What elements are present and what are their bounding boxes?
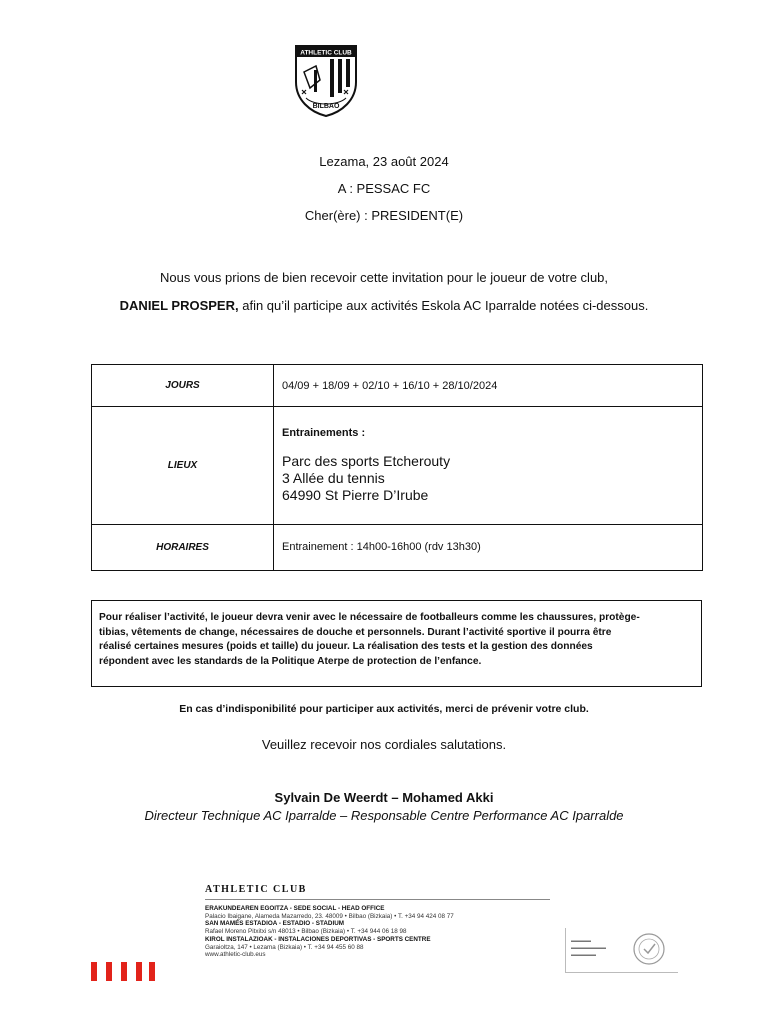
- days-value: 04/09 + 18/09 + 02/10 + 16/10 + 28/10/2024: [274, 365, 703, 407]
- footer-contact: [205, 884, 550, 959]
- notice-line-2: tibias, vêtements de change, nécessaires de douche et personnels. Durant l’activité sportive il pourra être: [99, 626, 612, 638]
- stripe: [136, 962, 142, 981]
- recipient-line: [0, 181, 768, 196]
- certification-text: ▬▬▬▬ ▬▬▬▬▬▬▬ ▬▬▬▬▬: [571, 938, 606, 958]
- signers: Sylvain De Weerdt – Mohamed Akki: [274, 790, 494, 805]
- certification-badge: [565, 928, 678, 973]
- recipient-club: PESSAC FC: [356, 181, 431, 196]
- table-row-days: [92, 365, 703, 407]
- crest-bottom-text: BILBAO: [312, 103, 340, 110]
- red-stripes-decoration: [91, 962, 155, 981]
- intro-line-2: [0, 298, 768, 313]
- footer-website: www.athletic-club.eus: [205, 951, 266, 959]
- activity-table: [91, 364, 703, 571]
- places-title: Entrainements :: [282, 426, 366, 439]
- stripe: [149, 962, 155, 981]
- place-date: Lezama, 23 août 2024: [319, 154, 449, 169]
- address-line-2: 3 Allée du tennis: [282, 469, 385, 486]
- notice-line-4: répondent avec les standards de la Politique Aterpe de protection de l’enfance.: [99, 655, 482, 667]
- salutation: Cher(ère) : PRESIDENT(E): [304, 208, 464, 223]
- recipient-label: A :: [337, 181, 357, 196]
- stripe: [121, 962, 127, 981]
- regards: Veuillez recevoir nos cordiales salutations.: [261, 737, 507, 752]
- address-line-1: Parc des sports Etcherouty: [282, 452, 451, 469]
- footer-line-2: Palacio Ibaigane, Alameda Mazarredo, 23. 48009 • Bilbao (Bizkaia) • T. +34 94 424 08 77: [205, 912, 454, 920]
- notice-box: [91, 600, 702, 687]
- table-row-places: [92, 407, 703, 525]
- footer-line-5: KIROL INSTALAZIOAK - INSTALACIONES DEPORTIVAS - SPORTS CENTRE: [205, 935, 431, 943]
- footer-line-3: SAN MAMÉS ESTADIOA - ESTADIO - STADIUM: [205, 920, 344, 928]
- places-cell: [274, 407, 703, 525]
- hours-label: HORAIRES: [92, 524, 274, 570]
- footer-line-4: Rafael Moreno Pitxitxi s/n 48013 • Bilbao (Bizkaia) • T. +34 944 06 18 98: [205, 928, 407, 936]
- unavailability-note: En cas d’indisponibilité pour participer aux activités, merci de prévenir votre club.: [179, 703, 589, 715]
- notice-line-1: Pour réaliser l’activité, le joueur devra venir avec le nécessaire de footballeurs comme les chaussures, protège-: [99, 612, 640, 623]
- stripe: [106, 962, 112, 981]
- player-name: DANIEL PROSPER,: [119, 298, 239, 313]
- table-row-hours: [92, 524, 703, 570]
- places-label: LIEUX: [92, 407, 274, 525]
- intro-line-1: Nous vous prions de bien recevoir cette invitation pour le joueur de votre club,: [159, 270, 609, 285]
- certification-seal-icon: [632, 932, 666, 966]
- athletic-club-crest-logo: [290, 40, 362, 118]
- notice-line-3: réalisé certaines mesures (poids et taille) du joueur. La réalisation des tests et la gestion des données: [99, 641, 593, 653]
- footer-line-1: ERAKUNDEAREN EGOITZA - SEDE SOCIAL - HEAD OFFICE: [205, 905, 385, 912]
- footer-divider: [205, 899, 550, 900]
- stripe: [91, 962, 97, 981]
- footer-brand: ATHLETIC CLUB: [205, 884, 307, 895]
- intro-line-2-text: afin qu’il participe aux activités Eskola AC Iparralde notées ci-dessous.: [238, 298, 649, 313]
- hours-value: Entrainement : 14h00-16h00 (rdv 13h30): [274, 524, 703, 570]
- footer-line-6: Garaioltza, 147 • Lezama (Bizkaia) • T. +34 94 455 60 88: [205, 943, 364, 951]
- signer-roles: Directeur Technique AC Iparralde – Responsable Centre Performance AC Iparralde: [144, 808, 624, 823]
- crest-top-text: ATHLETIC CLUB: [300, 49, 352, 57]
- address-line-3: 64990 St Pierre D’Irube: [282, 486, 429, 503]
- days-label: JOURS: [92, 365, 274, 407]
